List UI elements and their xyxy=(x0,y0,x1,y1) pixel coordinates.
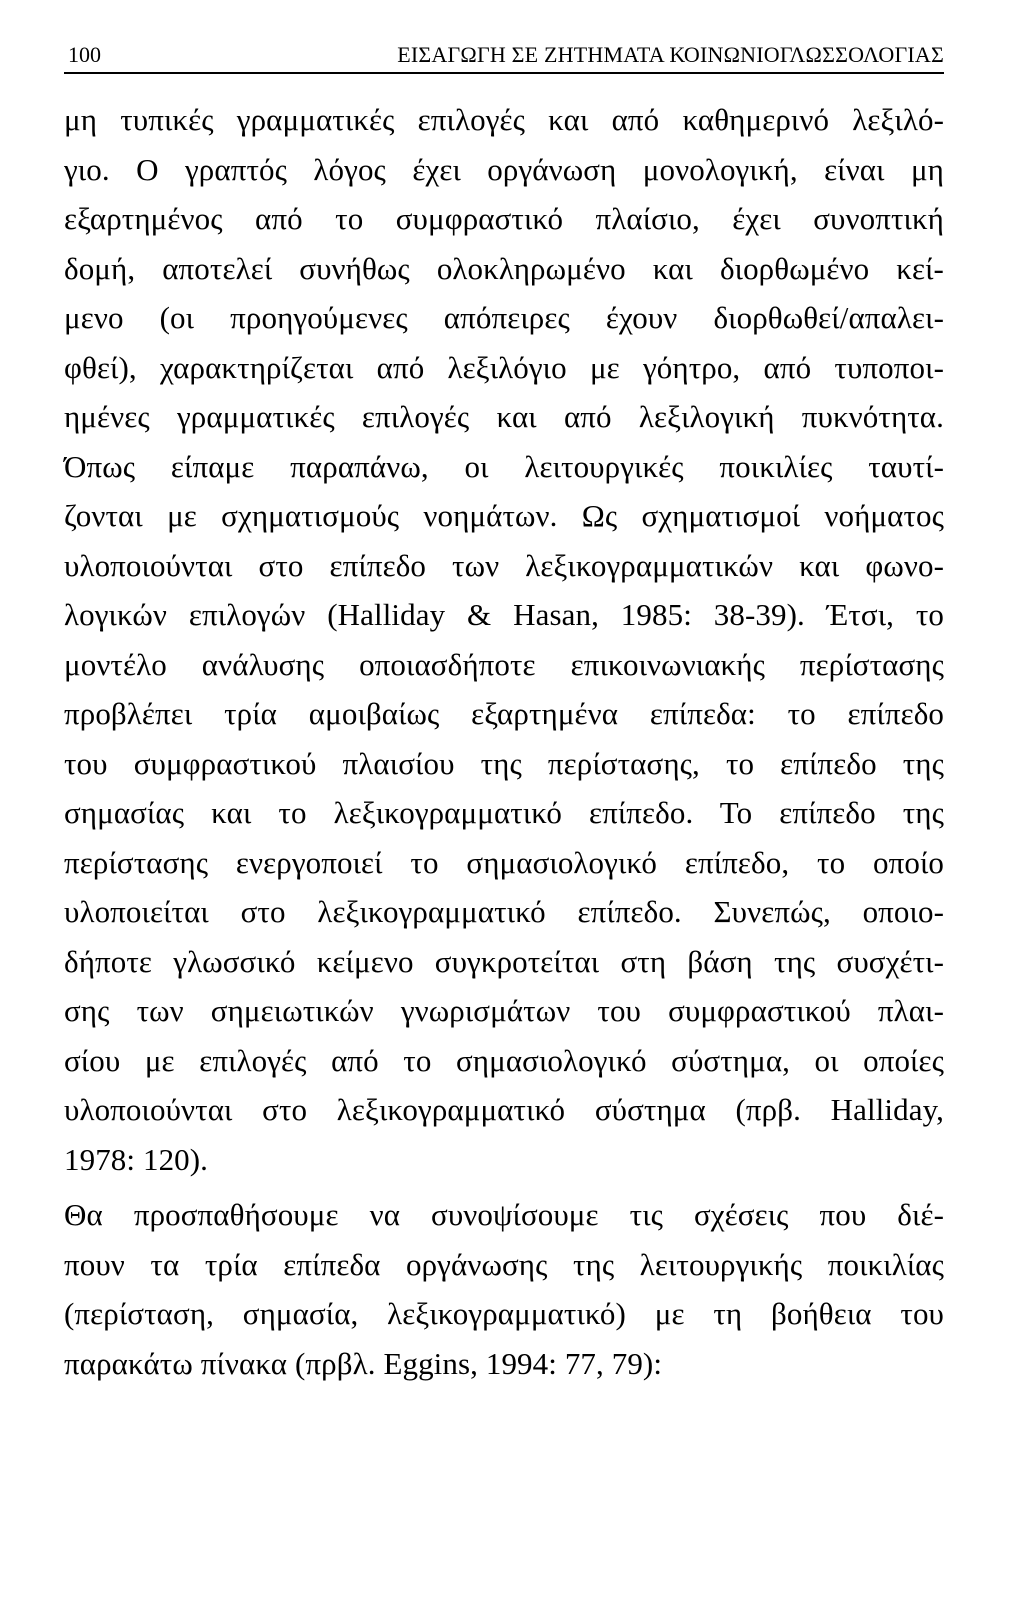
text-line: σημασίας και το λεξικογραμματικό επίπεδο. Το επίπεδο της xyxy=(64,795,944,830)
text-line: προβλέπει τρία αμοιβαίως εξαρτημένα επίπεδα: το επίπεδο xyxy=(64,696,944,731)
text-line: εξαρτημένος από το συμφραστικό πλαίσιο, έχει συνοπτική xyxy=(64,201,944,236)
text-line: δομή, αποτελεί συνήθως ολοκληρωμένο και διορθωμένο κεί- xyxy=(64,250,944,286)
text-line: υλοποιούνται στο λεξικογραμματικό σύστημα (πρβ. Halliday, xyxy=(64,1092,944,1127)
body-text xyxy=(64,95,944,1388)
text-line: πουν τα τρία επίπεδα οργάνωσης της λειτουργικής ποικιλίας xyxy=(64,1246,944,1282)
text-line: δήποτε γλωσσικό κείμενο συγκροτείται στη βάση της συσχέτι- xyxy=(64,943,944,979)
text-line: 1978: 120). xyxy=(64,1141,209,1177)
text-line: μοντέλο ανάλυσης οποιασδήποτε επικοινωνιακής περίστασης xyxy=(64,646,944,682)
text-line: του συμφραστικού πλαισίου της περίστασης, το επίπεδο της xyxy=(64,745,944,781)
text-line: (περίσταση, σημασία, λεξικογραμματικό) με τη βοήθεια του xyxy=(64,1296,944,1331)
paragraph-2 xyxy=(64,1190,944,1388)
text-line: ημένες γραμματικές επιλογές και από λεξιλογική πυκνότητα. xyxy=(64,399,944,434)
running-title: ΕΙΣΑΓΩΓΗ ΣΕ ΖΗΤΗΜΑΤΑ ΚΟΙΝΩΝΙΟΓΛΩΣΣΟΛΟΓΙΑΣ xyxy=(397,42,944,67)
text-line: ζονται με σχηματισμούς νοημάτων. Ως σχηματισμοί νοήματος xyxy=(64,498,944,533)
text-line: σης των σημειωτικών γνωρισμάτων του συμφραστικού πλαι- xyxy=(64,993,944,1028)
text-line: σίου με επιλογές από το σημασιολογικό σύστημα, οι οποίες xyxy=(64,1042,944,1078)
text-line: υλοποιούνται στο επίπεδο των λεξικογραμματικών και φωνο- xyxy=(64,547,944,583)
text-line: γιο. Ο γραπτός λόγος έχει οργάνωση μονολογική, είναι μη xyxy=(64,151,944,187)
text-line: μενο (οι προηγούμενες απόπειρες έχουν διορθωθεί/απαλει- xyxy=(64,300,944,335)
text-line: Θα προσπαθήσουμε να συνοψίσουμε τις σχέσεις που διέ- xyxy=(64,1197,944,1232)
text-line: υλοποιείται στο λεξικογραμματικό επίπεδο. Συνεπώς, οποιο- xyxy=(64,894,944,929)
text-line: περίστασης ενεργοποιεί το σημασιολογικό επίπεδο, το οποίο xyxy=(64,844,944,880)
paragraph-1 xyxy=(64,95,944,1184)
text-line: μη τυπικές γραμματικές επιλογές και από καθημερινό λεξιλό- xyxy=(64,102,944,137)
text-line: Όπως είπαμε παραπάνω, οι λειτουργικές ποικιλίες ταυτί- xyxy=(64,448,944,484)
text-line: παρακάτω πίνακα (πρβλ. Eggins, 1994: 77, 79): xyxy=(64,1345,663,1381)
text-line: φθεί), χαρακτηρίζεται από λεξιλόγιο με γόητρο, από τυποποι- xyxy=(64,349,944,385)
page-number: 100 xyxy=(68,42,101,67)
running-header xyxy=(64,38,944,74)
text-line: λογικών επιλογών (Halliday & Hasan, 1985: 38-39). Έτσι, το xyxy=(64,597,944,632)
